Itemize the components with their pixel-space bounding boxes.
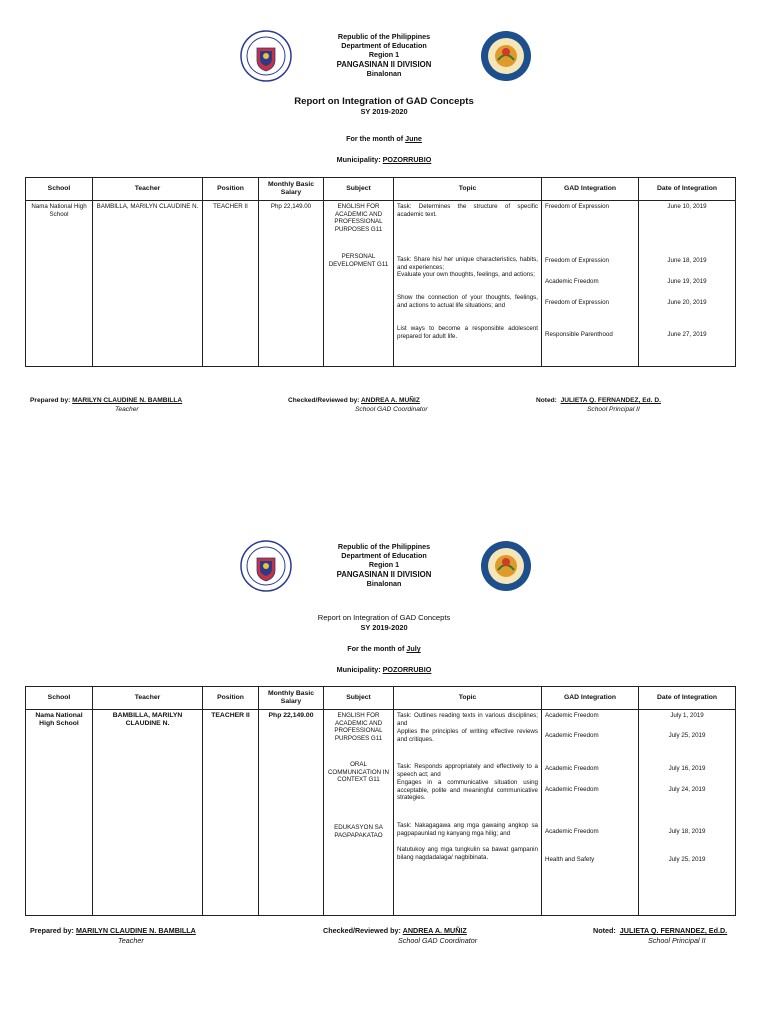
division-seal-icon: [480, 540, 532, 592]
checked-name: ANDREA A. MUÑIZ: [361, 397, 420, 404]
table-header-row: [26, 687, 736, 710]
noted-name: JULIETA Q. FERNANDEZ, Ed.D.: [619, 926, 728, 935]
noted-by: [593, 926, 728, 945]
subject-item: ENGLISH FOR ACADEMIC AND PROFESSIONAL PURPOSES G11: [334, 712, 383, 742]
division-seal-icon: [480, 30, 532, 82]
col-date: Date of Integration: [639, 687, 736, 710]
header-division: PANGASINAN II DIVISION: [336, 569, 432, 579]
prepared-label: Prepared by:: [30, 926, 76, 935]
col-salary: Monthly Basic Salary: [259, 178, 324, 201]
noted-name: JULIETA Q. FERNANDEZ, Ed. D.: [560, 397, 661, 404]
report-june: [0, 30, 768, 413]
report-title: Report on Integration of GAD Concepts: [317, 613, 451, 622]
date-item: June 19, 2019: [667, 278, 707, 285]
prepared-role: Teacher: [118, 936, 144, 945]
prepared-by: [30, 926, 196, 945]
cell-position: TEACHER II: [203, 201, 259, 367]
date-item: June 10, 2019: [667, 203, 707, 210]
col-teacher: Teacher: [93, 687, 203, 710]
cell-salary: Php 22,149.00: [259, 710, 324, 916]
gad-item: Academic Freedom: [545, 765, 599, 772]
letterhead-text: [284, 542, 484, 588]
gad-table: [25, 686, 736, 916]
cell-teacher: BAMBILLA, MARILYN CLAUDINE N.: [93, 201, 203, 367]
date-item: June 27, 2019: [667, 331, 707, 338]
letterhead-text: [284, 32, 484, 78]
report-july: [0, 540, 768, 945]
prepared-name: MARILYN CLAUDINE N. BAMBILLA: [75, 926, 196, 935]
cell-subjects: [324, 201, 394, 367]
municipality-value: POZORRUBIO: [382, 155, 432, 164]
subject-item: ORAL COMMUNICATION IN CONTEXT G11: [327, 761, 390, 784]
col-position: Position: [203, 687, 259, 710]
letterhead: [0, 540, 768, 608]
prepared-label: Prepared by:: [30, 397, 73, 404]
gad-item: Responsible Parenthood: [545, 331, 613, 338]
cell-salary: Php 22,149.00: [259, 201, 324, 367]
municipality-value: POZORRUBIO: [382, 665, 432, 674]
date-item: June 18, 2019: [667, 257, 707, 264]
cell-dates: [639, 201, 736, 367]
gad-item: Freedom of Expression: [545, 299, 609, 306]
month-value: July: [406, 644, 421, 653]
cell-subjects: [324, 710, 394, 916]
topic-item: Task: Share his/ her unique characteristics, habits, and experiences;: [397, 256, 538, 271]
col-gad: GAD Integration: [542, 178, 639, 201]
subject-item: EDUKASYON SA PAGPAPAKATAO: [334, 824, 383, 839]
table-row: [26, 201, 736, 367]
gad-item: Health and Safety: [545, 856, 595, 863]
col-teacher: Teacher: [93, 178, 203, 201]
topic-item: Evaluate your own thoughts, feelings, and actions;: [397, 271, 535, 278]
cell-gad: [542, 201, 639, 367]
prepared-by: [30, 397, 183, 413]
checked-by: [288, 397, 428, 413]
gad-table: [25, 177, 736, 367]
cell-gad: [542, 710, 639, 916]
gad-item: Academic Freedom: [545, 278, 599, 285]
gad-item: Freedom of Expression: [545, 257, 609, 264]
date-item: July 25, 2019: [668, 856, 706, 863]
header-republic: Republic of the Philippines: [337, 542, 431, 551]
month-line: [0, 134, 768, 143]
subject-item: PERSONAL DEVELOPMENT G11: [328, 253, 389, 268]
month-value: June: [405, 134, 422, 143]
cell-topics: [394, 201, 542, 367]
header-town: Binalonan: [366, 578, 402, 588]
checked-by: [323, 926, 478, 945]
col-subject: Subject: [324, 687, 394, 710]
date-item: July 18, 2019: [668, 828, 706, 835]
header-region: Region 1: [368, 50, 400, 60]
subject-item: ENGLISH FOR ACADEMIC AND PROFESSIONAL PURPOSES G11: [334, 203, 383, 233]
municipality-label: Municipality:: [336, 665, 383, 674]
header-department: Department of Education: [341, 551, 427, 561]
gad-item: Freedom of Expression: [545, 203, 609, 210]
col-subject: Subject: [324, 178, 394, 201]
col-topic: Topic: [394, 687, 542, 710]
report-title: Report on Integration of GAD Concepts: [294, 96, 474, 107]
topic-item: Task: Responds appropriately and effectively to a speech act; and: [397, 763, 538, 778]
municipality-line: [0, 155, 768, 164]
header-department: Department of Education: [341, 41, 427, 51]
table-row: [26, 710, 736, 916]
gad-item: Academic Freedom: [545, 786, 599, 793]
topic-item: Engages in a communicative situation using acceptable, polite and meaningful communicative strategies.: [397, 779, 538, 802]
gad-item: Academic Freedom: [545, 828, 599, 835]
gad-item: Academic Freedom: [545, 732, 599, 739]
checked-label: Checked/Reviewed by:: [323, 926, 403, 935]
prepared-role: Teacher: [115, 406, 139, 413]
table-header-row: [26, 178, 736, 201]
checked-name: ANDREA A. MUÑIZ: [402, 926, 467, 935]
topic-item: Task: Determines the structure of specific academic text.: [397, 203, 538, 218]
noted-role: School Principal II: [648, 936, 706, 945]
col-date: Date of Integration: [639, 178, 736, 201]
date-item: June 20, 2019: [667, 299, 707, 306]
topic-item: Applies the principles of writing effective reviews and critiques.: [397, 728, 538, 743]
date-item: July 24, 2019: [668, 786, 706, 793]
letterhead: [0, 30, 768, 98]
school-year: SY 2019-2020: [360, 107, 408, 116]
col-school: School: [26, 178, 93, 201]
municipality-line: [0, 665, 768, 674]
topic-item: Task: Outlines reading texts in various disciplines; and: [397, 712, 538, 727]
date-item: July 1, 2019: [670, 712, 704, 719]
checked-role: School GAD Coordinator: [398, 936, 478, 945]
header-division: PANGASINAN II DIVISION: [336, 59, 432, 69]
noted-by: [536, 397, 661, 413]
noted-label: Noted:: [593, 926, 618, 935]
col-gad: GAD Integration: [542, 687, 639, 710]
cell-teacher: BAMBILLA, MARILYN CLAUDINE N.: [93, 710, 203, 916]
col-position: Position: [203, 178, 259, 201]
month-label: For the month of: [346, 134, 406, 143]
cell-dates: [639, 710, 736, 916]
topic-item: Natutukoy ang mga tungkulin sa bawat gampanin bilang nagdadalaga/ nagbibinata.: [397, 846, 538, 861]
topic-item: Task: Nakagagawa ang mga gawaing angkop sa pagpapaunlad ng kanyang mga hilig; and: [397, 822, 538, 837]
topic-item: Show the connection of your thoughts, feelings, and actions to actual life situations; and: [397, 294, 538, 309]
cell-topics: [394, 710, 542, 916]
header-republic: Republic of the Philippines: [337, 32, 431, 41]
prepared-name: MARILYN CLAUDINE N. BAMBILLA: [72, 397, 183, 404]
header-town: Binalonan: [366, 68, 402, 78]
noted-label: Noted:: [536, 397, 559, 404]
school-year: SY 2019-2020: [360, 623, 408, 632]
date-item: July 16, 2019: [668, 765, 706, 772]
checked-label: Checked/Reviewed by:: [288, 397, 362, 404]
municipality-label: Municipality:: [336, 155, 383, 164]
noted-role: School Principal II: [587, 406, 640, 413]
checked-role: School GAD Coordinator: [355, 406, 428, 413]
col-salary: Monthly Basic Salary: [259, 687, 324, 710]
cell-school: Nama National High School: [26, 201, 93, 367]
cell-school: Nama National High School: [26, 710, 93, 916]
col-school: School: [26, 687, 93, 710]
header-region: Region 1: [368, 560, 400, 570]
month-label: For the month of: [347, 644, 407, 653]
month-line: [0, 644, 768, 653]
gad-item: Academic Freedom: [545, 712, 599, 719]
cell-position: TEACHER II: [203, 710, 259, 916]
topic-item: List ways to become a responsible adolescent prepared for adult life.: [397, 325, 538, 340]
col-topic: Topic: [394, 178, 542, 201]
date-item: July 25, 2019: [668, 732, 706, 739]
